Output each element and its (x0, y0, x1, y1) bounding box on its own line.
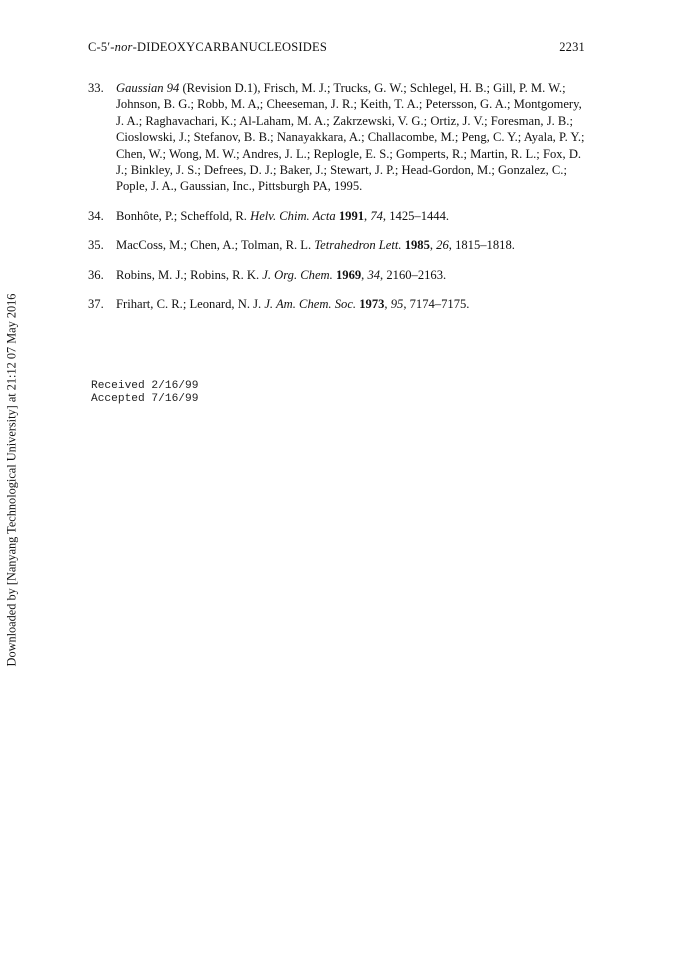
download-watermark-text: Downloaded by [Nanyang Technological University] at 21:12 07 May 2016 (4, 293, 19, 667)
reference-text-run: , (384, 297, 391, 312)
reference-text-run: 1969 (335, 267, 362, 282)
reference-list (88, 80, 588, 312)
reference-text-run: 26 (436, 238, 449, 253)
reference-text (116, 237, 588, 253)
reference-number: 37. (88, 297, 104, 312)
running-head-title-italic: nor (114, 40, 133, 54)
reference-number: 33. (88, 81, 104, 95)
reference-text-run: 1991 (338, 208, 365, 223)
reference-item (88, 237, 588, 253)
reference-text-run: 34 (367, 267, 381, 282)
reference-text-run: Frihart, C. R.; Leonard, N. J. (116, 297, 265, 312)
reference-text (116, 208, 588, 224)
reference-text-run: 74 (370, 208, 383, 223)
reference-text-run: (Revision D.1), Frisch, M. J.; Trucks, G. W.; Schlegel, H. B.; Gill, P. M. W.; Johnson, B. G.; Robb, M. A,; Cheeseman, J. R.; Keith, T. A.; Petersson, G. A.; Montgomery, J. A.; Raghavachari, K.; Al-Laham, M. A.; Zakrzewski, V. G.; Ortiz, J. V.; Foresman, J. B.; Cioslowski, J.; Stefanov, B. B.; Nanayakkara, A.; Challacombe, M.; Peng, C. Y.; Ayala, P. Y.; Chen, W.; Wong, M. W.; Andres, J. L.; Replogle, E. S.; Gomperts, R.; Martin, R. L.; Fox, D. J.; Binkley, J. S.; Defrees, D. J.; Baker, J.; Stewart, J. P.; Head-Gordon, M.; Gonzalez, C.; Pople, J. A., Gaussian, Inc., Pittsburgh PA, 1995. (116, 81, 585, 194)
accepted-date: Accepted 7/16/99 (91, 393, 199, 405)
reference-text-run: 1985 (404, 238, 430, 253)
reference-text-run: Gaussian 94 (116, 81, 180, 95)
reference-text-run: 1973 (359, 297, 385, 312)
reference-text-run: 95 (390, 297, 404, 312)
reference-text-run: Bonhôte, P.; Scheffold, R. (116, 208, 251, 223)
reference-item (88, 296, 588, 312)
reference-text-run: , 1425–1444. (382, 208, 450, 223)
reference-text-run: , 1815–1818. (448, 238, 515, 253)
reference-item (88, 208, 588, 224)
running-head (88, 40, 585, 60)
submission-dates (91, 380, 198, 406)
reference-item (88, 80, 588, 195)
reference-text (116, 296, 588, 312)
reference-text-run: , (429, 238, 437, 253)
reference-text-run: Robins, M. J.; Robins, R. K. (116, 267, 263, 282)
reference-text-run: , 7174–7175. (403, 297, 470, 312)
running-head-title-suffix: -DIDEOXYCARBANUCLEOSIDES (132, 40, 328, 54)
reference-item (88, 267, 588, 283)
reference-number: 35. (88, 238, 104, 253)
reference-text-run: , (364, 208, 371, 223)
reference-number: 34. (88, 208, 104, 223)
reference-text (116, 267, 588, 283)
reference-text-run: J. Org. Chem. (262, 267, 333, 282)
reference-text-run: Helv. Chim. Acta (250, 208, 336, 223)
reference-text-run: , (361, 267, 368, 282)
reference-text-run: Tetrahedron Lett. (314, 238, 402, 253)
reference-text (116, 80, 588, 195)
reference-number: 36. (88, 267, 104, 282)
received-date: Received 2/16/99 (91, 380, 199, 392)
reference-text-run: J. Am. Chem. Soc. (264, 297, 357, 312)
running-head-title-prefix: C-5′- (88, 40, 115, 54)
page-number: 2231 (559, 40, 585, 54)
running-head-title (88, 40, 327, 55)
reference-text-run: MacCoss, M.; Chen, A.; Tolman, R. L. (116, 238, 315, 253)
reference-text-run: , 2160–2163. (380, 267, 447, 282)
